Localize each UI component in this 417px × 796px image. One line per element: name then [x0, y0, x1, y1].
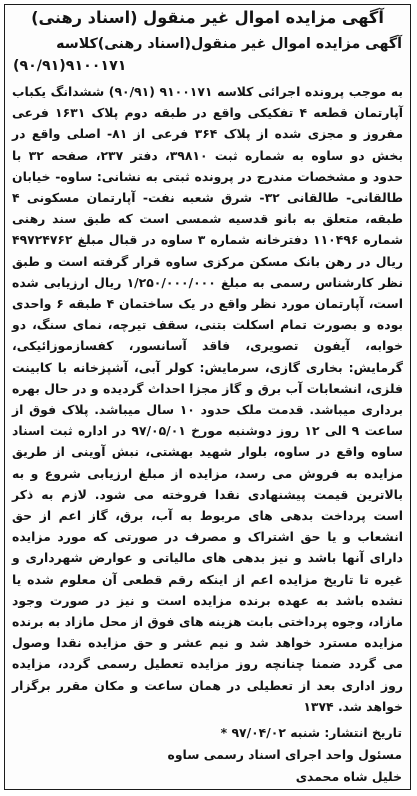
- notice-title: آگهی مزایده اموال غیر منقول (اسناد رهنی): [31, 8, 384, 27]
- official-name: خلیل شاه محمدی: [295, 769, 402, 785]
- publish-date: تاریخ انتشار: شنبه ۹۷/۰۴/۰۲ *: [220, 725, 402, 741]
- official-title: مسئول واحد اجرای اسناد رسمی ساوه: [167, 747, 402, 763]
- mortgage-auction-notice: [4, 4, 411, 790]
- notice-file-code: (۹۰/۹۱)۹۱۰۰۱۷۱: [13, 58, 127, 74]
- notice-body: [12, 81, 403, 717]
- notice-subtitle: آگهی مزایده اموال غیر منقول(اسناد رهنی)کلاسه: [56, 36, 402, 52]
- notice-body-text: به موجب پرونده اجرائی کلاسه ۹۱۰۰۱۷۱ (۹۰/۹۱) ششدانگ یکباب آپارتمان قطعه ۴ تفکیکی واقع در طبقه دوم پلاک ۱۶۳۱ فرعی مفروز و مجزی شده از پلاک ۳۶۴ فرعی از ۸۱- اصلی واقع در بخش دو ساوه به شماره ثبت ۳۹۸۱۰، دفتر ۲۳۷، صفحه ۳۲ با حدود و مشخصات مندرج در پرونده ثبتی به نشانی: ساوه- خیابان طالقانی- طالقانی ۳۲- شرق شعبه نفت- آپارتمان مسکونی ۴ طبقه، متعلق به بانو قدسیه شمسی است که طبق سند رهنی شماره ۱۱۰۴۹۶ دفترخانه شماره ۳ ساوه در قبال مبلغ ۴۹۷۲۴۷۶۲ ریال در رهن بانک مسکن مرکزی ساوه قرار گرفته است و طبق نظر کارشناس رسمی به مبلغ ۱/۲۵۰/۰۰۰/۰۰۰ ریال ارزیابی شده است، آپارتمان مورد نظر واقع در یک ساختمان ۴ طبقه ۶ واحدی بوده و بصورت تمام اسکلت بتنی، سقف تیرچه، نمای سنگ، دو خوابه، آیفون تصویری، فاقد آسانسور، کفسازموزائیکی، گرمایش: بخاری گازی، سرمایش: کولر آبی، آشپزخانه با کابینت فلزی، انشعابات آب برق و گاز مجزا احداث گردیده و در حال بهره برداری میباشد. قدمت ملک حدود ۱۰ سال میباشد. پلاک فوق از ساعت ۹ الی ۱۲ روز دوشنبه مورخ ۹۷/۰۵/۰۱ در اداره ثبت اسناد ساوه واقع در ساوه، بلوار شهید بهشتی، نبش آوینی از طریق مزایده به فروش می رسد، مزایده از مبلغ ارزیابی شروع و به بالاترین قیمت پیشنهادی نقدا فروخته می شود. لازم به ذکر است پرداخت بدهی های مربوط به آب، برق، گاز اعم از حق انشعاب و یا حق اشتراک و مصرف در صورتی که مورد مزایده دارای آنها باشد و نیز بدهی های مالیاتی و عوارض شهرداری و غیره تا تاریخ مزایده اعم از اینکه رقم قطعی آن معلوم شده یا نشده باشد به عهده برنده مزایده است و نیز در صورت وجود مازاد، وجوه پرداختی بابت هزینه های فوق از محل مازاد به برنده مزایده مسترد خواهد شد و نیم عشر و حق مزایده نقدا وصول می گردد ضمنا چنانچه روز مزایده تعطیل رسمی گردد، مزایده روز اداری بعد از تعطیلی در همان ساعت و مکان مقرر برگزار خواهد شد. ۱۳۷۴: [12, 84, 404, 714]
